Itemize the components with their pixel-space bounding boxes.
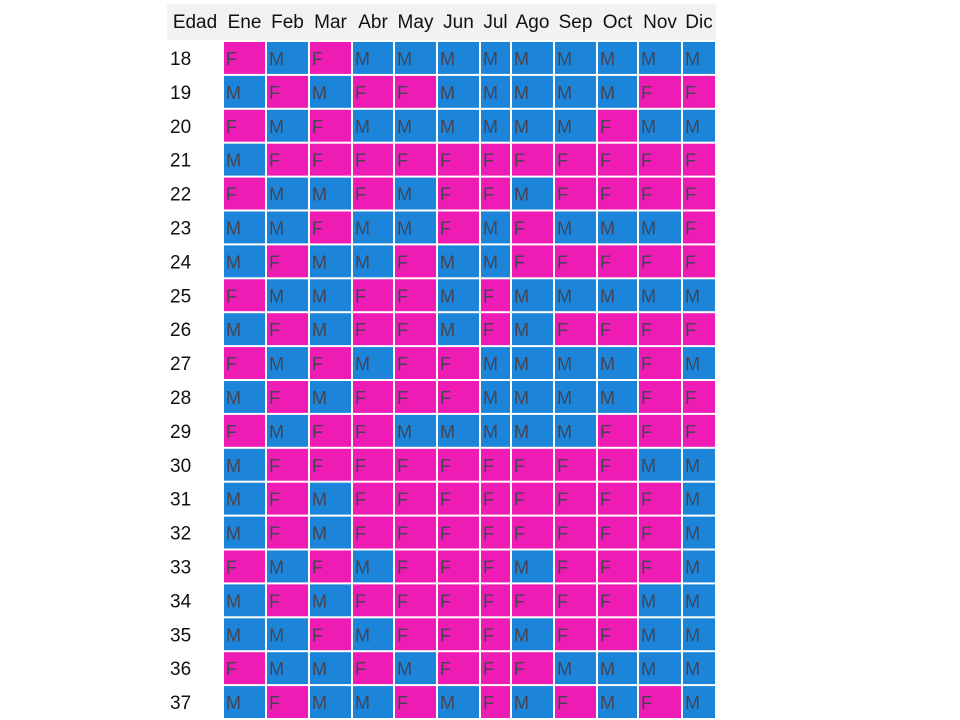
cell-label: M bbox=[557, 48, 572, 69]
cell-label: F bbox=[685, 82, 696, 103]
cell-label: F bbox=[483, 591, 494, 612]
cell-label: M bbox=[355, 48, 370, 69]
cell-label: F bbox=[600, 455, 611, 476]
cell-label: M bbox=[685, 455, 700, 476]
cell-label: M bbox=[269, 659, 284, 680]
cell-label: M bbox=[440, 320, 455, 341]
cell-label: M bbox=[557, 421, 572, 442]
cell-label: F bbox=[641, 693, 652, 714]
cell-label: F bbox=[600, 320, 611, 341]
cell-label: F bbox=[685, 218, 696, 239]
cell-label: F bbox=[557, 489, 568, 510]
cell-label: F bbox=[397, 557, 408, 578]
table-row bbox=[170, 42, 715, 74]
cell-label: M bbox=[685, 286, 700, 307]
cell-label: F bbox=[514, 218, 525, 239]
cell-label: F bbox=[641, 489, 652, 510]
cell-label: F bbox=[269, 387, 280, 408]
cell-label: F bbox=[440, 591, 451, 612]
cell-label: F bbox=[226, 286, 237, 307]
cell-label: M bbox=[641, 286, 656, 307]
cell-label: F bbox=[312, 354, 323, 375]
cell-label: F bbox=[641, 82, 652, 103]
cell-label: F bbox=[685, 421, 696, 442]
cell-label: F bbox=[685, 387, 696, 408]
cell-label: F bbox=[397, 320, 408, 341]
cell-label: M bbox=[514, 557, 529, 578]
cell-label: M bbox=[483, 387, 498, 408]
cell-label: F bbox=[397, 523, 408, 544]
cell-label: M bbox=[641, 455, 656, 476]
cell-label: F bbox=[269, 455, 280, 476]
table-row bbox=[170, 584, 715, 616]
age-label: 27 bbox=[170, 354, 192, 376]
age-label: 32 bbox=[170, 523, 192, 545]
cell-label: F bbox=[483, 184, 494, 205]
cell-label: F bbox=[557, 591, 568, 612]
cell-label: M bbox=[440, 252, 455, 273]
cell-label: M bbox=[685, 557, 700, 578]
table-header bbox=[167, 4, 716, 40]
cell-label: F bbox=[600, 116, 611, 137]
cell-label: F bbox=[226, 421, 237, 442]
cell-label: F bbox=[312, 218, 323, 239]
cell-label: F bbox=[685, 320, 696, 341]
age-label: 36 bbox=[170, 659, 192, 681]
cell-label: F bbox=[557, 252, 568, 273]
cell-label: F bbox=[269, 523, 280, 544]
cell-label: F bbox=[483, 489, 494, 510]
cell-label: M bbox=[685, 489, 700, 510]
cell-label: M bbox=[514, 184, 529, 205]
header-month-mar: Mar bbox=[314, 12, 347, 33]
cell-label: M bbox=[269, 625, 284, 646]
cell-label: M bbox=[600, 387, 615, 408]
cell-label: M bbox=[312, 286, 327, 307]
cell-label: M bbox=[514, 387, 529, 408]
cell-label: F bbox=[355, 150, 366, 171]
cell-label: M bbox=[641, 218, 656, 239]
age-label: 23 bbox=[170, 218, 192, 240]
cell-label: F bbox=[600, 591, 611, 612]
table-row bbox=[170, 449, 715, 481]
cell-label: M bbox=[440, 48, 455, 69]
cell-label: F bbox=[440, 523, 451, 544]
cell-label: M bbox=[685, 659, 700, 680]
cell-label: F bbox=[440, 557, 451, 578]
cell-label: F bbox=[440, 387, 451, 408]
cell-label: F bbox=[226, 659, 237, 680]
cell-label: M bbox=[557, 286, 572, 307]
cell-label: F bbox=[440, 184, 451, 205]
cell-label: F bbox=[397, 387, 408, 408]
cell-label: F bbox=[641, 421, 652, 442]
age-label: 28 bbox=[170, 387, 192, 409]
cell-label: M bbox=[355, 625, 370, 646]
header-month-ene: Ene bbox=[227, 12, 262, 33]
table-row bbox=[170, 652, 715, 684]
cell-label: F bbox=[312, 455, 323, 476]
cell-label: F bbox=[514, 591, 525, 612]
table-row bbox=[170, 313, 715, 345]
cell-label: F bbox=[440, 354, 451, 375]
cell-label: F bbox=[514, 489, 525, 510]
cell-label: M bbox=[641, 591, 656, 612]
cell-label: F bbox=[641, 387, 652, 408]
cell-label: M bbox=[557, 354, 572, 375]
cell-label: F bbox=[355, 591, 366, 612]
age-label: 18 bbox=[170, 48, 192, 70]
cell-label: F bbox=[355, 320, 366, 341]
table-row bbox=[170, 686, 715, 718]
cell-label: M bbox=[440, 286, 455, 307]
cell-label: F bbox=[312, 625, 323, 646]
cell-label: M bbox=[312, 82, 327, 103]
cell-label: M bbox=[483, 252, 498, 273]
age-label: 37 bbox=[170, 693, 192, 715]
cell-label: F bbox=[312, 557, 323, 578]
header-edad: Edad bbox=[172, 12, 218, 33]
cell-label: M bbox=[557, 116, 572, 137]
cell-label: M bbox=[226, 693, 241, 714]
cell-label: F bbox=[312, 421, 323, 442]
cell-label: M bbox=[685, 48, 700, 69]
cell-label: M bbox=[226, 625, 241, 646]
cell-label: F bbox=[397, 693, 408, 714]
cell-label: M bbox=[440, 116, 455, 137]
cell-label: M bbox=[269, 421, 284, 442]
cell-label: F bbox=[440, 659, 451, 680]
cell-label: M bbox=[440, 421, 455, 442]
cell-label: M bbox=[312, 252, 327, 273]
cell-label: M bbox=[641, 625, 656, 646]
cell-label: M bbox=[226, 150, 241, 171]
cell-label: M bbox=[514, 421, 529, 442]
age-label: 33 bbox=[170, 557, 192, 579]
cell-label: F bbox=[557, 693, 568, 714]
cell-label: M bbox=[483, 116, 498, 137]
cell-label: F bbox=[557, 625, 568, 646]
cell-label: M bbox=[355, 557, 370, 578]
cell-label: F bbox=[641, 184, 652, 205]
cell-label: M bbox=[685, 625, 700, 646]
cell-label: F bbox=[641, 252, 652, 273]
cell-label: F bbox=[440, 625, 451, 646]
cell-label: F bbox=[269, 150, 280, 171]
cell-label: F bbox=[557, 557, 568, 578]
cell-label: M bbox=[355, 354, 370, 375]
cell-label: M bbox=[514, 320, 529, 341]
table-row bbox=[170, 381, 715, 413]
cell-label: F bbox=[269, 489, 280, 510]
cell-label: M bbox=[514, 116, 529, 137]
cell-label: F bbox=[355, 184, 366, 205]
cell-label: M bbox=[397, 116, 412, 137]
cell-label: M bbox=[312, 184, 327, 205]
cell-label: M bbox=[355, 252, 370, 273]
cell-label: F bbox=[226, 354, 237, 375]
cell-label: F bbox=[514, 455, 525, 476]
cell-label: M bbox=[483, 48, 498, 69]
cell-label: F bbox=[641, 150, 652, 171]
age-label: 29 bbox=[170, 421, 192, 443]
cell-label: F bbox=[397, 591, 408, 612]
cell-label: M bbox=[226, 82, 241, 103]
table-row bbox=[170, 517, 715, 549]
cell-label: M bbox=[483, 421, 498, 442]
cell-label: F bbox=[269, 82, 280, 103]
cell-label: M bbox=[269, 218, 284, 239]
age-label: 31 bbox=[170, 489, 192, 511]
cell-label: F bbox=[483, 557, 494, 578]
cell-label: M bbox=[355, 116, 370, 137]
cell-label: M bbox=[269, 48, 284, 69]
cell-label: F bbox=[514, 150, 525, 171]
cell-label: M bbox=[557, 387, 572, 408]
cell-label: F bbox=[514, 252, 525, 273]
cell-label: F bbox=[600, 489, 611, 510]
header-month-feb: Feb bbox=[271, 12, 304, 33]
cell-label: M bbox=[312, 387, 327, 408]
age-label: 30 bbox=[170, 455, 192, 477]
cell-label: F bbox=[269, 252, 280, 273]
cell-label: M bbox=[514, 625, 529, 646]
table-row bbox=[170, 245, 715, 277]
table-row bbox=[170, 483, 715, 515]
cell-label: M bbox=[440, 82, 455, 103]
cell-label: F bbox=[269, 693, 280, 714]
cell-label: F bbox=[600, 625, 611, 646]
cell-label: F bbox=[483, 320, 494, 341]
cell-label: M bbox=[312, 693, 327, 714]
cell-label: F bbox=[355, 489, 366, 510]
cell-label: F bbox=[514, 659, 525, 680]
header-month-jul: Jul bbox=[483, 12, 508, 33]
cell-label: F bbox=[641, 557, 652, 578]
cell-label: F bbox=[483, 659, 494, 680]
cell-label: M bbox=[600, 354, 615, 375]
cell-label: M bbox=[312, 523, 327, 544]
table-row bbox=[170, 347, 715, 379]
cell-label: F bbox=[600, 150, 611, 171]
cell-label: F bbox=[355, 421, 366, 442]
cell-label: F bbox=[397, 150, 408, 171]
cell-label: F bbox=[557, 455, 568, 476]
table-row bbox=[170, 110, 715, 142]
cell-label: F bbox=[440, 455, 451, 476]
cell-label: F bbox=[397, 286, 408, 307]
table-row bbox=[170, 618, 715, 650]
age-label: 25 bbox=[170, 286, 192, 308]
cell-label: F bbox=[355, 387, 366, 408]
cell-label: F bbox=[600, 523, 611, 544]
cell-label: F bbox=[685, 184, 696, 205]
cell-label: M bbox=[641, 116, 656, 137]
age-label: 19 bbox=[170, 82, 192, 104]
cell-label: M bbox=[355, 693, 370, 714]
cell-label: M bbox=[269, 184, 284, 205]
cell-label: F bbox=[312, 48, 323, 69]
cell-label: F bbox=[226, 184, 237, 205]
cell-label: M bbox=[226, 591, 241, 612]
cell-label: F bbox=[397, 489, 408, 510]
cell-label: F bbox=[685, 150, 696, 171]
cell-label: F bbox=[355, 659, 366, 680]
age-label: 26 bbox=[170, 320, 192, 342]
cell-label: M bbox=[226, 320, 241, 341]
age-label: 35 bbox=[170, 625, 192, 647]
age-label: 22 bbox=[170, 184, 192, 206]
table-row bbox=[170, 415, 715, 447]
cell-label: F bbox=[269, 320, 280, 341]
cell-label: F bbox=[355, 82, 366, 103]
table-row bbox=[170, 212, 715, 244]
header-month-abr: Abr bbox=[358, 12, 388, 33]
table-row bbox=[170, 279, 715, 311]
cell-label: M bbox=[557, 218, 572, 239]
cell-label: F bbox=[483, 625, 494, 646]
cell-label: M bbox=[514, 82, 529, 103]
cell-label: F bbox=[600, 557, 611, 578]
cell-label: M bbox=[269, 557, 284, 578]
cell-label: F bbox=[312, 116, 323, 137]
cell-label: M bbox=[226, 387, 241, 408]
cell-label: M bbox=[685, 354, 700, 375]
cell-label: M bbox=[641, 48, 656, 69]
cell-label: F bbox=[226, 48, 237, 69]
cell-label: M bbox=[600, 48, 615, 69]
cell-label: F bbox=[685, 252, 696, 273]
cell-label: F bbox=[397, 252, 408, 273]
cell-label: M bbox=[397, 48, 412, 69]
cell-label: F bbox=[355, 455, 366, 476]
header-month-dic: Dic bbox=[685, 12, 713, 33]
cell-label: M bbox=[397, 659, 412, 680]
cell-label: F bbox=[641, 320, 652, 341]
cell-label: F bbox=[483, 455, 494, 476]
cell-label: M bbox=[312, 320, 327, 341]
cell-label: M bbox=[600, 82, 615, 103]
table-row bbox=[170, 551, 715, 583]
cell-label: F bbox=[600, 421, 611, 442]
cell-label: F bbox=[641, 523, 652, 544]
cell-label: M bbox=[355, 218, 370, 239]
cell-label: M bbox=[483, 218, 498, 239]
cell-label: F bbox=[355, 286, 366, 307]
cell-label: M bbox=[685, 693, 700, 714]
cell-label: M bbox=[600, 659, 615, 680]
cell-label: F bbox=[557, 523, 568, 544]
cell-label: F bbox=[355, 523, 366, 544]
header-month-nov: Nov bbox=[643, 12, 677, 33]
cell-label: F bbox=[440, 218, 451, 239]
cell-label: F bbox=[226, 557, 237, 578]
cell-label: F bbox=[557, 184, 568, 205]
cell-label: F bbox=[483, 523, 494, 544]
header-month-ago: Ago bbox=[515, 12, 550, 33]
cell-label: F bbox=[483, 286, 494, 307]
cell-label: M bbox=[557, 659, 572, 680]
cell-label: M bbox=[269, 354, 284, 375]
cell-label: M bbox=[514, 286, 529, 307]
cell-label: M bbox=[312, 591, 327, 612]
table-row bbox=[170, 76, 715, 108]
cell-label: M bbox=[440, 693, 455, 714]
cell-label: F bbox=[397, 625, 408, 646]
cell-label: M bbox=[514, 354, 529, 375]
age-label: 21 bbox=[170, 150, 192, 172]
cell-label: M bbox=[397, 218, 412, 239]
cell-label: M bbox=[312, 489, 327, 510]
cell-label: M bbox=[600, 218, 615, 239]
cell-label: M bbox=[226, 252, 241, 273]
cell-label: M bbox=[226, 489, 241, 510]
cell-label: F bbox=[641, 354, 652, 375]
cell-label: M bbox=[685, 523, 700, 544]
cell-label: M bbox=[685, 591, 700, 612]
cell-label: F bbox=[397, 82, 408, 103]
cell-label: M bbox=[269, 286, 284, 307]
cell-label: F bbox=[397, 455, 408, 476]
table-row bbox=[170, 178, 715, 210]
cell-label: M bbox=[226, 455, 241, 476]
cell-label: F bbox=[312, 150, 323, 171]
cell-label: M bbox=[397, 421, 412, 442]
cell-label: F bbox=[483, 150, 494, 171]
header-month-may: May bbox=[397, 12, 434, 33]
cell-label: F bbox=[514, 523, 525, 544]
age-label: 34 bbox=[170, 591, 192, 613]
cell-label: F bbox=[397, 354, 408, 375]
cell-label: F bbox=[483, 693, 494, 714]
age-label: 20 bbox=[170, 116, 192, 138]
cell-label: M bbox=[600, 286, 615, 307]
table-row bbox=[170, 144, 715, 176]
cell-label: M bbox=[600, 693, 615, 714]
cell-label: F bbox=[557, 320, 568, 341]
cell-label: M bbox=[226, 523, 241, 544]
cell-label: M bbox=[514, 48, 529, 69]
cell-label: M bbox=[685, 116, 700, 137]
header-month-jun: Jun bbox=[443, 12, 474, 33]
cell-label: M bbox=[397, 184, 412, 205]
cell-label: M bbox=[514, 693, 529, 714]
table-body bbox=[170, 42, 715, 718]
cell-label: F bbox=[600, 252, 611, 273]
cell-label: M bbox=[557, 82, 572, 103]
header-month-sep: Sep bbox=[558, 12, 593, 33]
cell-label: M bbox=[483, 354, 498, 375]
cell-label: M bbox=[312, 659, 327, 680]
cell-label: F bbox=[557, 150, 568, 171]
header-month-oct: Oct bbox=[602, 12, 633, 33]
cell-label: M bbox=[483, 82, 498, 103]
cell-label: F bbox=[600, 184, 611, 205]
cell-label: M bbox=[641, 659, 656, 680]
cell-label: F bbox=[226, 116, 237, 137]
cell-label: F bbox=[440, 489, 451, 510]
cell-label: F bbox=[440, 150, 451, 171]
age-label: 24 bbox=[170, 252, 192, 274]
cell-label: M bbox=[269, 116, 284, 137]
cell-label: F bbox=[269, 591, 280, 612]
cell-label: M bbox=[226, 218, 241, 239]
